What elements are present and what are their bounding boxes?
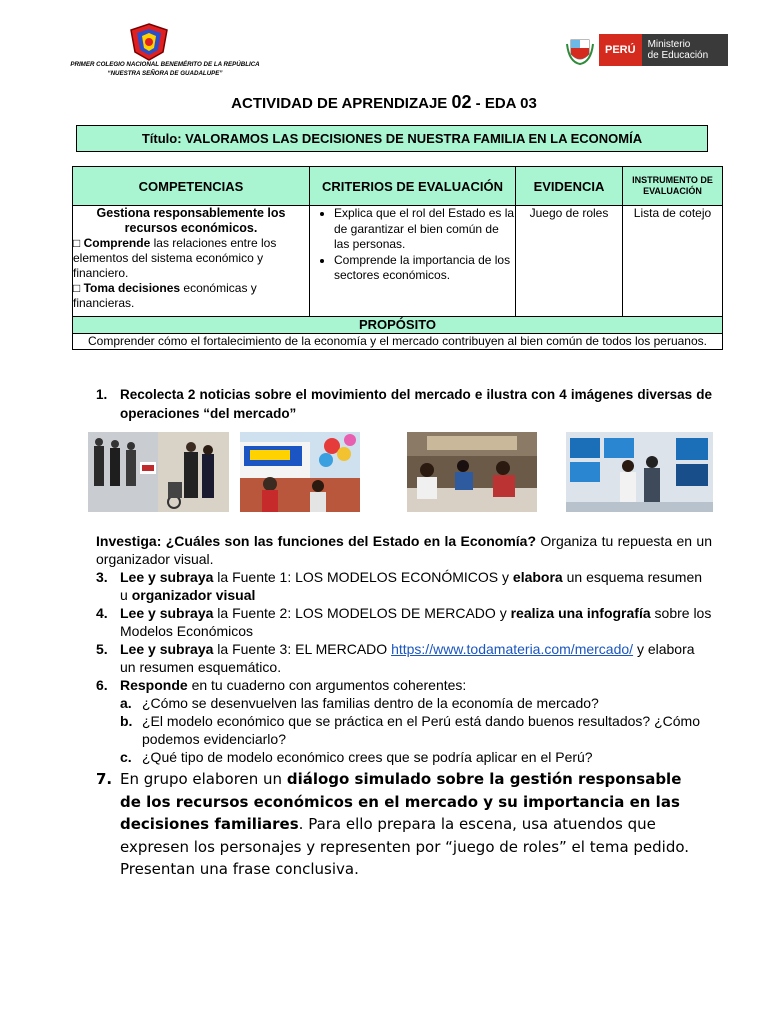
investiga-item xyxy=(96,532,712,568)
competencia-cell xyxy=(73,206,310,317)
peru-coat-of-arms-icon xyxy=(565,34,595,66)
activity-verb: Responde xyxy=(120,677,188,693)
ministry-line1: Ministerio xyxy=(647,39,691,50)
store-mannequins-photo xyxy=(88,432,229,520)
title-suffix: - EDA 03 xyxy=(471,95,537,112)
proposito-header-row xyxy=(73,317,723,334)
investiga-text: Organiza tu repuesta en un organizador visual. xyxy=(96,533,712,567)
competencia-item-text: económicas y financieras. xyxy=(73,281,257,310)
todamateria-link[interactable]: https://www.todamateria.com/mercado/ xyxy=(391,641,634,657)
criterios-cell xyxy=(310,206,516,317)
electronics-store-photo xyxy=(566,432,713,520)
school-name-line2: “NUESTRA SEÑORA DE GUADALUPE” xyxy=(107,70,223,77)
peru-label: PERÚ xyxy=(599,34,642,66)
proposito-row xyxy=(73,334,723,350)
activity-7 xyxy=(96,768,696,881)
activity-text: un esquema resumen u xyxy=(120,569,703,603)
question-text: ¿Qué tipo de modelo económico crees que se podría aplicar en el Perú? xyxy=(142,749,593,765)
proposito-label: PROPÓSITO xyxy=(73,317,723,334)
activity-text: Recolecta 2 noticias sobre el movimiento del mercado e ilustra con 4 imágenes diversas de operaciones “del mercado” xyxy=(120,387,712,421)
activity-verb: Lee y subraya xyxy=(120,569,214,585)
question-item xyxy=(120,748,712,766)
activity-number: 5. xyxy=(96,641,108,657)
activity-text: y elabora un resumen esquemático. xyxy=(120,641,695,675)
page-title xyxy=(0,92,768,113)
activity-number: 3. xyxy=(96,569,108,585)
activity-number: 6. xyxy=(96,677,108,693)
activity-verb: Lee y subraya xyxy=(120,605,214,621)
activity-text: la Fuente 2: LOS MODELOS DE MERCADO y xyxy=(213,605,511,621)
competencia-item: □ Comprende las relaciones entre los elementos del sistema económico y financiero. xyxy=(73,236,277,280)
school-name-line1: PRIMER COLEGIO NACIONAL BENEMÉRITO DE LA REPÚBLICA xyxy=(70,61,260,68)
activity-text: sobre los Modelos Económicos xyxy=(120,605,712,639)
school-name xyxy=(60,60,270,78)
competency-table xyxy=(72,166,723,350)
activity-verb: realiza una infografía xyxy=(510,605,651,621)
evidencia-cell: Juego de roles xyxy=(516,206,623,317)
activity-3 xyxy=(96,568,712,604)
activity-number: 4. xyxy=(96,605,108,621)
question-item xyxy=(120,694,712,712)
activity-6 xyxy=(96,676,712,694)
activity-verb: elabora xyxy=(512,569,563,585)
header-criterios: CRITERIOS DE EVALUACIÓN xyxy=(310,167,516,206)
header-instrumento: INSTRUMENTO DE EVALUACIÓN xyxy=(623,167,723,206)
activity-text: la Fuente 3: EL MERCADO xyxy=(213,641,392,657)
question-letter: b. xyxy=(120,713,133,729)
activity-verb: organizador visual xyxy=(131,587,256,603)
activity-number: 02 xyxy=(451,92,472,112)
activity-emphasis: diálogo simulado sobre la gestión responsable de los recursos económicos en el mercado y su importancia en las decisiones familiares xyxy=(120,770,682,833)
ministry-logo xyxy=(565,34,728,66)
activity-number: 1. xyxy=(96,387,108,402)
question-text: ¿El modelo económico que se práctica en el Perú está dando buenos resultados? ¿Cómo podemos evidenciarlo? xyxy=(142,713,700,747)
question-letter: c. xyxy=(120,749,132,765)
question-text: ¿Cómo se desenvuelven las familias dentro de la economía de mercado? xyxy=(142,695,599,711)
activity-title-box: Título: VALORAMOS LAS DECISIONES DE NUESTRA FAMILIA EN LA ECONOMÍA xyxy=(76,125,708,152)
question-item xyxy=(120,712,712,748)
market-stall-photo xyxy=(240,432,360,520)
competencia-item-bold: Toma decisiones xyxy=(83,281,181,295)
instrumento-cell: Lista de cotejo xyxy=(623,206,723,317)
activity-number: 7. xyxy=(96,770,113,788)
competencia-item-text: las relaciones entre los elementos del sistema económico y financiero. xyxy=(73,236,277,280)
header-evidencia: EVIDENCIA xyxy=(516,167,623,206)
criterio-item: • Comprende la importancia de los sectores económicos. xyxy=(334,253,515,284)
activities-list xyxy=(96,532,712,766)
criterio-item: • Explica que el rol del Estado es la de garantizar el bien común de las personas. xyxy=(334,206,515,253)
competencia-item: □ Toma decisiones económicas y financieras. xyxy=(73,281,257,310)
market-vendors-photo xyxy=(407,432,537,520)
competencia-heading: Gestiona responsablemente los recursos económicos. xyxy=(96,206,286,235)
activity-5 xyxy=(96,640,712,676)
question-letter: a. xyxy=(120,695,132,711)
activity-text: . Para ello prepara la escena, usa atuendos que expresen los personajes y representen por “juego de roles” el tema pedido. Presentan una frase conclusiva. xyxy=(120,815,690,878)
proposito-text: Comprender cómo el fortalecimiento de la economía y el mercado contribuyen al bien común de todos los peruanos. xyxy=(73,334,723,350)
header-competencias: COMPETENCIAS xyxy=(73,167,310,206)
activity-4 xyxy=(96,604,712,640)
activity-text: la Fuente 1: LOS MODELOS ECONÓMICOS y xyxy=(213,569,513,585)
table-header-row xyxy=(73,167,723,206)
ministry-line2: de Educación xyxy=(647,50,709,61)
investiga-question: Investiga: ¿Cuáles son las funciones del Estado en la Economía? xyxy=(96,533,537,549)
table-row xyxy=(73,206,723,317)
activity-text: En grupo elaboren un xyxy=(120,770,287,788)
ministry-label xyxy=(642,34,728,66)
activity-verb: Lee y subraya xyxy=(120,641,214,657)
school-crest-icon xyxy=(127,22,171,62)
competencia-item-bold: Comprende xyxy=(83,236,151,250)
activity-text: en tu cuaderno con argumentos coherentes: xyxy=(187,677,467,693)
activity-1 xyxy=(96,385,712,423)
title-prefix: ACTIVIDAD DE APRENDIZAJE xyxy=(231,95,452,112)
